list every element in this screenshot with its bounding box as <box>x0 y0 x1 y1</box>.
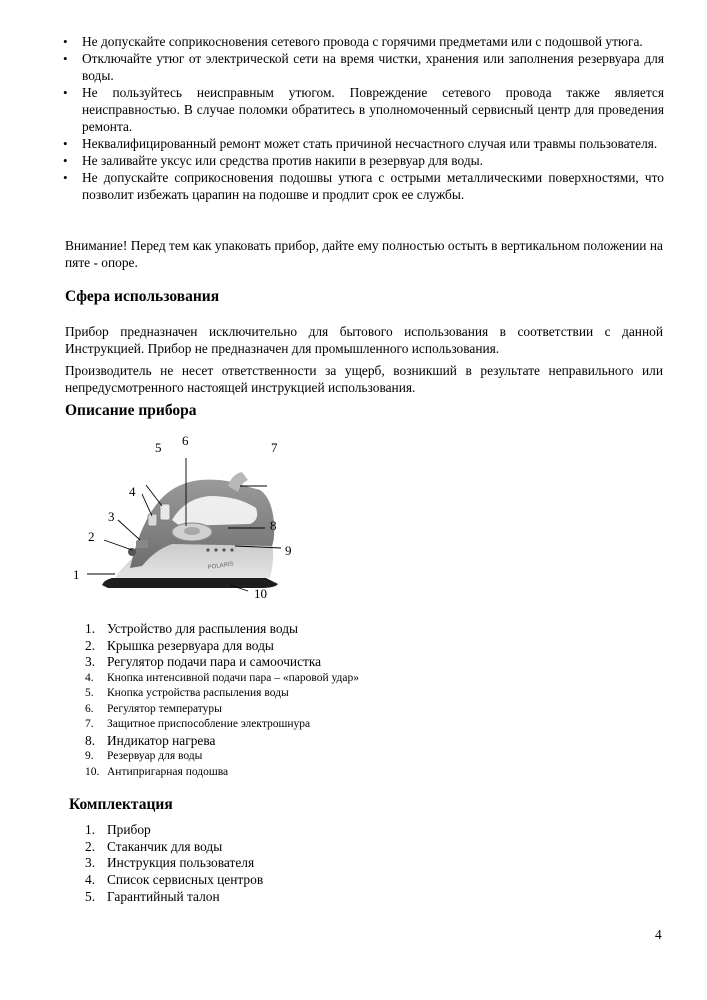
callout-8: 8 <box>270 518 277 533</box>
kit-number: 3. <box>85 855 96 871</box>
leader-line-5a <box>146 485 162 506</box>
part-number: 6. <box>85 702 94 715</box>
safety-bullet: • Не допускайте соприкосновения сетевого провода с горячими предметами или с подошвой утюга. <box>60 33 664 50</box>
callout-3: 3 <box>108 509 115 524</box>
kit-number: 1. <box>85 822 96 837</box>
part-item <box>85 765 359 781</box>
part-label: Регулятор температуры <box>107 702 222 715</box>
soleplate-shape <box>102 578 278 588</box>
kit-list <box>85 822 263 906</box>
callout-4: 4 <box>129 484 136 499</box>
safety-bullet-list <box>60 33 664 203</box>
kit-heading: Комплектация <box>69 796 173 813</box>
part-item <box>85 638 359 655</box>
part-number: 3. <box>85 654 96 669</box>
part-item <box>85 686 359 702</box>
part-label: Крышка резервуара для воды <box>107 637 274 653</box>
kit-label: Список сервисных центров <box>107 872 264 888</box>
part-label: Регулятор подачи пара и самоочистка <box>107 654 322 669</box>
scope-paragraph-1: Прибор предназначен исключительно для бытового использования в соответствии с данной Инструкцией. Прибор не предназначен для промышленного использования. <box>65 324 663 356</box>
part-number: 9. <box>85 750 94 762</box>
parts-list <box>85 621 359 780</box>
callout-6: 6 <box>182 433 189 448</box>
tank-dot <box>222 548 225 551</box>
tank-cap-shape <box>136 540 148 548</box>
part-label: Индикатор нагрева <box>107 732 216 748</box>
part-number: 8. <box>85 732 96 748</box>
part-label: Антипригарная подошва <box>107 765 229 778</box>
callout-5: 5 <box>155 440 162 455</box>
callout-10: 10 <box>254 586 267 601</box>
part-item <box>85 702 359 718</box>
part-item <box>85 654 359 671</box>
part-number: 10. <box>85 765 100 778</box>
spray-button-shape <box>148 514 157 526</box>
heat-indicator-dot <box>206 548 209 551</box>
leader-line-2 <box>104 540 132 550</box>
part-item <box>85 717 359 733</box>
callout-1: 1 <box>73 567 80 582</box>
scope-paragraph-2: Производитель не несет ответственности за ущерб, возникший в результате неправильного или непредусмотренного настоящей инструкцией использования. <box>65 363 663 395</box>
kit-label: Гарантийный талон <box>107 888 220 904</box>
part-number: 1. <box>85 621 96 636</box>
steam-burst-button-shape <box>160 504 170 520</box>
part-number: 2. <box>85 637 96 653</box>
callout-2: 2 <box>88 529 95 544</box>
part-label: Кнопка устройства распыления воды <box>107 687 289 699</box>
safety-bullet: • Не заливайте уксус или средства против накипи в резервуар для воды. <box>60 152 664 169</box>
callout-9: 9 <box>285 543 292 558</box>
kit-label: Инструкция пользователя <box>107 855 255 871</box>
safety-bullet: • Не пользуйтесь неисправным утюгом. Повреждение сетевого провода также является неисправностью. В случае поломки обратитесь в уполномоченный сервисный центр для проведения ремонта. <box>60 84 664 135</box>
kit-number: 5. <box>85 888 96 904</box>
tank-dot <box>230 548 233 551</box>
part-number: 4. <box>85 671 94 684</box>
part-item <box>85 671 359 687</box>
kit-item <box>85 855 263 872</box>
description-heading: Описание прибора <box>65 402 197 419</box>
brand-logo: POLARIS <box>207 561 235 571</box>
part-number: 7. <box>85 718 94 730</box>
part-item <box>85 749 359 765</box>
iron-diagram <box>60 428 320 608</box>
part-number: 5. <box>85 687 94 699</box>
kit-item <box>85 872 263 889</box>
part-item <box>85 733 359 750</box>
kit-number: 4. <box>85 872 96 888</box>
warning-note: Внимание! Перед тем как упаковать прибор, дайте ему полностью остыть в вертикальном положении на пяте - опоре. <box>65 238 663 270</box>
leader-line-4 <box>142 494 152 516</box>
part-label: Устройство для распыления воды <box>107 621 299 636</box>
safety-bullet: • Отключайте утюг от электрической сети на время чистки, хранения или заполнения резервуара для воды. <box>60 50 664 84</box>
page-number: 4 <box>655 927 662 942</box>
temperature-dial-center <box>184 527 200 535</box>
kit-number: 2. <box>85 838 96 854</box>
callout-7: 7 <box>271 440 278 455</box>
kit-item <box>85 839 263 856</box>
kit-label: Стаканчик для воды <box>107 838 223 854</box>
scope-heading: Сфера использования <box>65 288 220 305</box>
kit-label: Прибор <box>107 822 151 837</box>
part-label: Резервуар для воды <box>107 750 203 762</box>
tank-dot <box>214 548 217 551</box>
part-item <box>85 621 359 638</box>
safety-bullet: • Не допускайте соприкосновения подошвы утюга с острыми металлическими поверхностями, что позволит избежать царапин на подошве и продлит срок ее службы. <box>60 169 664 203</box>
part-label: Кнопка интенсивной подачи пара – «паровой удар» <box>107 671 359 684</box>
safety-bullet: • Неквалифицированный ремонт может стать причиной несчастного случая или травмы пользователя. <box>60 135 664 152</box>
part-label: Защитное приспособление электрошнура <box>107 718 311 730</box>
kit-item <box>85 889 263 906</box>
kit-item <box>85 822 263 839</box>
leader-line-3 <box>118 520 140 540</box>
iron-illustration <box>60 428 320 608</box>
